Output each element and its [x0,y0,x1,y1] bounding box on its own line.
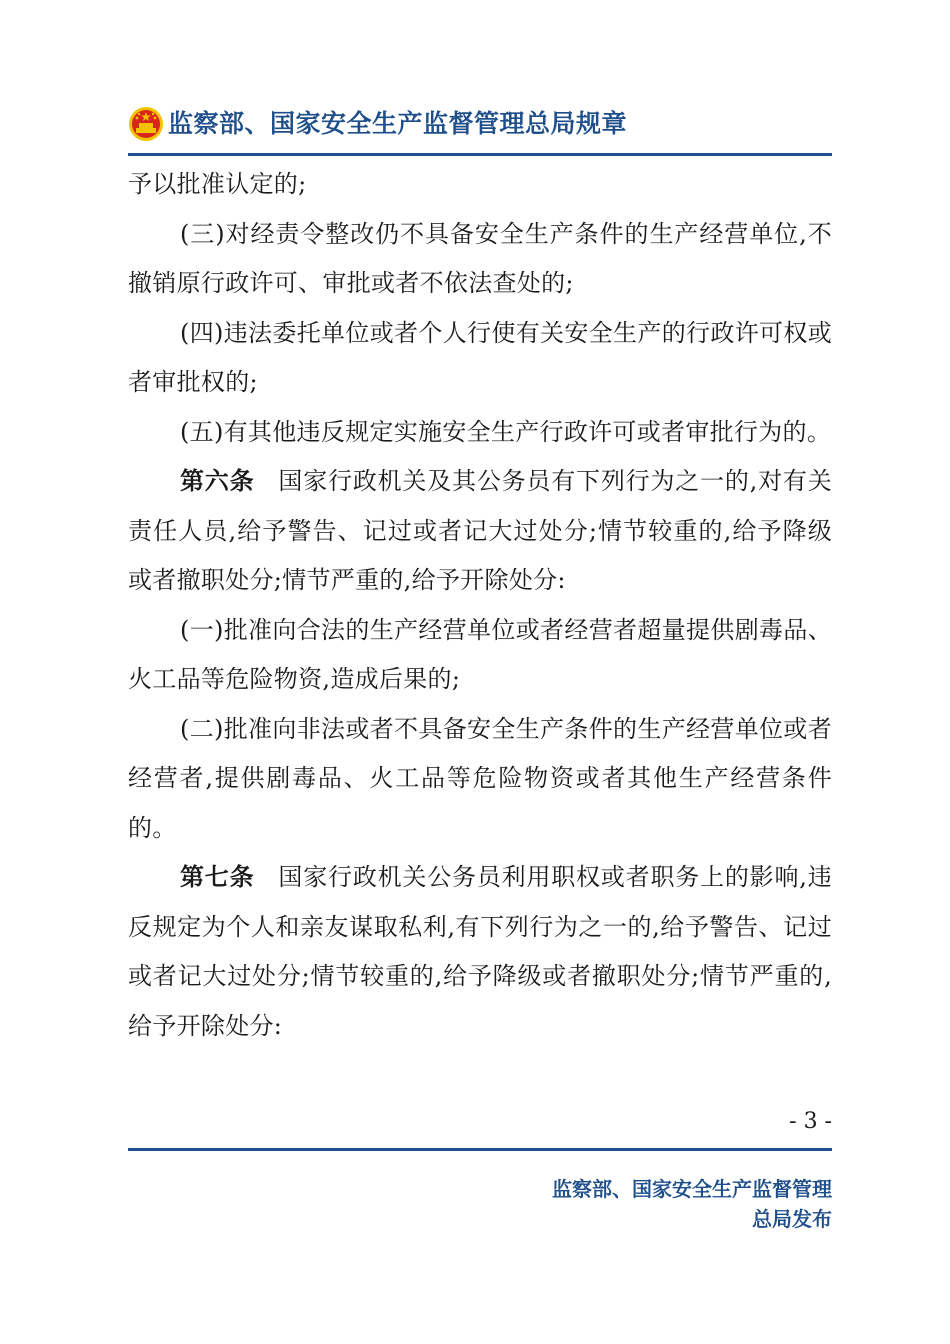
article-label: 第六条 [180,467,255,495]
article-text: 国家行政机关及其公务员有下列行为之一的,对有关责任人员,给予警告、记过或者记大过处分;情节较重的,给予降级或者撤职处分;情节严重的,给予开除处分: [128,467,833,594]
article-text: 国家行政机关公务员利用职权或者职务上的影响,违反规定为个人和亲友谋取私利,有下列行为之一的,给予警告、记过或者记大过处分;情节较重的,给予降级或者撤职处分;情节严重的,给予开除处分: [128,863,833,1040]
article-6 [128,457,832,606]
article-label: 第七条 [180,863,255,891]
national-emblem-icon [128,106,164,142]
header-divider [128,153,832,156]
footer-divider [128,1148,832,1151]
footer-line: 监察部、国家安全生产监督管理 [552,1177,832,1201]
paragraph: 予以批准认定的; [128,170,307,198]
page-number: - 3 - [789,1109,832,1134]
document-body [128,160,832,1051]
article-7 [128,853,832,1051]
paragraph: (二)批准向非法或者不具备安全生产条件的生产经营单位或者经营者,提供剧毒品、火工品等危险物资或者其他生产经营条件的。 [128,714,832,842]
paragraph: (三)对经责令整改仍不具备安全生产条件的生产经营单位,不撤销原行政许可、审批或者不依法查处的; [128,219,832,297]
header-title: 监察部、国家安全生产监督管理总局规章 [168,109,628,138]
page-header [128,100,832,156]
footer-line: 总局发布 [752,1207,832,1231]
paragraph: (五)有其他违反规定实施安全生产行政许可或者审批行为的。 [180,417,832,446]
paragraph: (四)违法委托单位或者个人行使有关安全生产的行政许可权或者审批权的; [128,318,832,396]
page-footer [432,1174,832,1234]
paragraph: (一)批准向合法的生产经营单位或者经营者超量提供剧毒品、火工品等危险物资,造成后果的; [128,615,832,693]
